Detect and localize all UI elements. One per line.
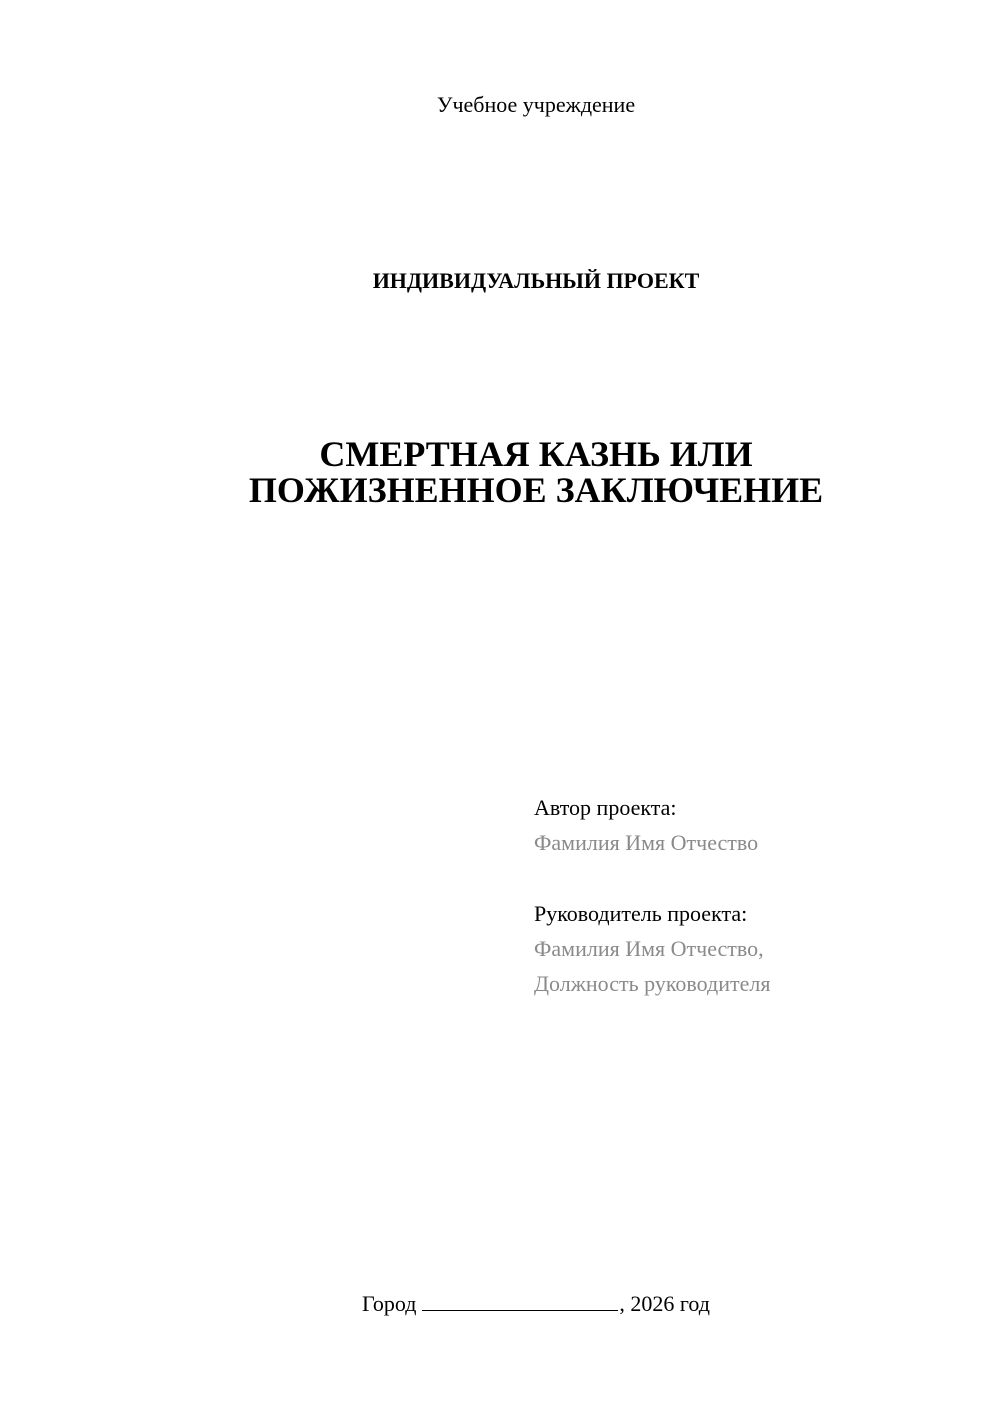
- supervisor-position-placeholder: Должность руководителя: [534, 971, 771, 996]
- credits-block: [534, 790, 974, 1001]
- project-title-line-1: СМЕРТНАЯ КАЗНЬ ИЛИ: [319, 434, 753, 474]
- author-label: Автор проекта:: [534, 795, 677, 820]
- institution-name: Учебное учреждение: [436, 92, 636, 117]
- project-title-line-2: ПОЖИЗНЕННОЕ ЗАКЛЮЧЕНИЕ: [248, 470, 824, 510]
- city-label: Город: [362, 1291, 417, 1316]
- year-text: , 2026 год: [619, 1291, 710, 1316]
- city-blank-line: [422, 1290, 618, 1311]
- supervisor-label: Руководитель проекта:: [534, 901, 748, 926]
- supervisor-name-placeholder: Фамилия Имя Отчество,: [534, 936, 764, 961]
- author-name-placeholder: Фамилия Имя Отчество: [534, 830, 759, 855]
- credits-spacer: [534, 860, 974, 896]
- project-type-heading: ИНДИВИДУАЛЬНЫЙ ПРОЕКТ: [372, 268, 700, 293]
- footer-city-year: [0, 1290, 1000, 1318]
- project-title: [0, 436, 1000, 508]
